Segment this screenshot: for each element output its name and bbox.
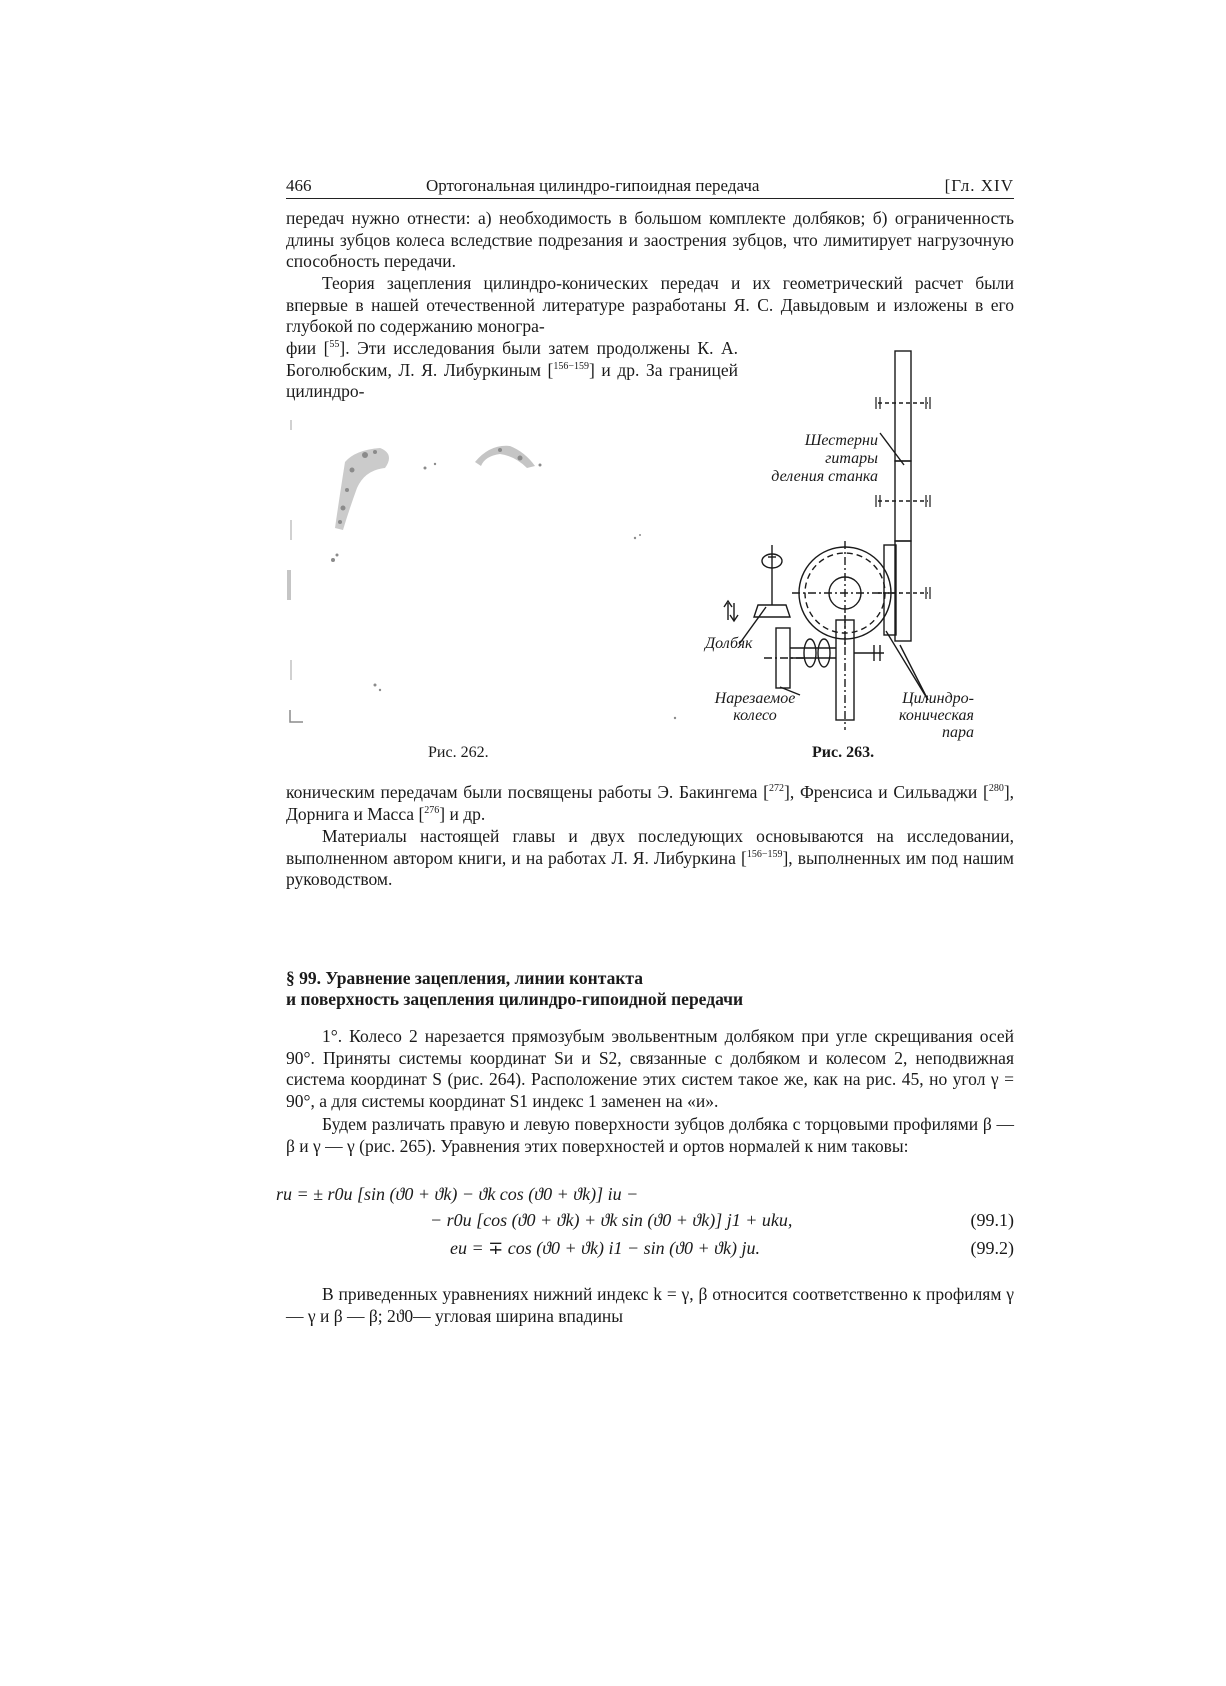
- equation-99-1-line-2: − r0и [cos (ϑ0 + ϑk) + ϑk sin (ϑ0 + ϑk)] j1 + ukи,: [430, 1210, 793, 1230]
- text-fragment: ]. Эти исследования были затем продолжены К. А. Боголюбским, Л. Я. Либуркиным [: [286, 338, 738, 380]
- paragraph-2-text: Теория зацепления цилиндро-конических передач и их геометрический расчет были впервые в нашей отечественной литературе разработаны Я. С. Давыдовым и изложены в его глубокой по содержанию моногра-: [286, 273, 1014, 336]
- text-fragment: ] и др.: [439, 803, 486, 824]
- text-fragment: Материалы настоящей главы и двух последующих основываются на исследовании, выполненном автором книги, и на работах Л. Я. Либуркина [: [286, 826, 1014, 868]
- label-cylinder-cone-pair: [888, 690, 974, 741]
- paragraph-5-text: 1°. Колесо 2 нарезается прямозубым эвольвентным долбяком при угле скрещивания осей 90°. Приняты системы координат Sи и S2, связанные с долбяком и колесом 2, неподвижная система координат S (рис. 264). Расположение этих систем такое же, как на рис. 45, но угол γ = 90°, а для системы координат S1 индекс 1 заменен на «и».: [286, 1026, 1014, 1111]
- paragraph-7-text: В приведенных уравнениях нижний индекс k = γ, β относится соответственно к профилям γ — γ и β — β; 2ϑ0— угловая ширина впадины: [286, 1284, 1014, 1326]
- paragraph-2-continued: [286, 338, 738, 403]
- citation: 55: [329, 339, 340, 351]
- running-header: [286, 176, 1014, 199]
- section-heading-line: § 99. Уравнение зацепления, линии контакта: [286, 968, 643, 988]
- label-line: деления станка: [771, 468, 878, 485]
- label-cutter: Долбяк: [705, 635, 753, 652]
- text-fragment: ], выполненных им под нашим руководством.: [286, 847, 1014, 889]
- section-heading-line: и поверхность зацепления цилиндро-гипоидной передачи: [286, 989, 744, 1009]
- text-fragment: фии [: [286, 338, 330, 358]
- paragraph-2: [286, 273, 1014, 338]
- figure-263: [700, 345, 1030, 745]
- paragraph-4: [286, 826, 1014, 891]
- label-line: коническая: [899, 707, 974, 724]
- paragraph-7: [286, 1284, 1014, 1327]
- text-fragment: ], Дорнига и Масса [: [286, 782, 1015, 824]
- citation: 276: [424, 804, 440, 816]
- paragraph-6-text: Будем различать правую и левую поверхности зубцов долбяка с торцовыми профилями β — β и γ — γ (рис. 265). Уравнения этих поверхностей и ортов нормалей к ним таковы:: [286, 1114, 1014, 1156]
- label-workpiece: [710, 690, 800, 724]
- chapter-label: [Гл. XIV: [944, 176, 1014, 195]
- section-heading: [286, 968, 1014, 1010]
- label-line: Нарезаемое: [714, 690, 796, 707]
- label-line: Шестерни гитары: [804, 432, 878, 467]
- label-line: пара: [942, 724, 974, 741]
- equation-number-99-1: (99.1): [970, 1210, 1014, 1230]
- running-title: Ортогональная цилиндро-гипоидная передача: [426, 176, 760, 195]
- label-line: колесо: [733, 707, 777, 724]
- figure-263-caption: Рис. 263.: [812, 744, 875, 761]
- text-fragment: ], Френсиса и Сильваджи [: [784, 782, 989, 802]
- page-number: 466: [286, 176, 312, 195]
- figure-262-caption: Рис. 262.: [428, 744, 489, 761]
- paragraph-6: [286, 1114, 1014, 1157]
- citation: 280: [988, 783, 1004, 795]
- paragraph-1: передач нужно отнести: а) необходимость в большом комплекте долбяков; б) ограниченность длины зубцов колеса вследствие подрезания и заострения зубцов, что лимитирует нагрузочную способность передачи.: [286, 208, 1014, 271]
- paragraph-5: [286, 1026, 1014, 1112]
- paragraph-3: [286, 782, 1014, 825]
- equation-number-99-2: (99.2): [970, 1238, 1014, 1258]
- citation: 272: [769, 783, 785, 795]
- text-fragment: коническим передачам были посвящены работы Э. Бакингема [: [286, 782, 770, 802]
- label-gear-train: [748, 432, 878, 486]
- text-fragment: ] и др. За границей цилиндро-: [286, 359, 738, 401]
- figure-262: [285, 410, 715, 730]
- equation-99-1-line-1: rи = ± r0и [sin (ϑ0 + ϑk) − ϑk cos (ϑ0 + ϑk)] iи −: [276, 1184, 639, 1204]
- label-line: Цилиндро-: [902, 690, 974, 707]
- equation-99-2: eи = ∓ cos (ϑ0 + ϑk) i1 − sin (ϑ0 + ϑk) jи.: [450, 1238, 760, 1258]
- citation: 156−159: [746, 848, 783, 860]
- citation: 156−159: [553, 360, 589, 372]
